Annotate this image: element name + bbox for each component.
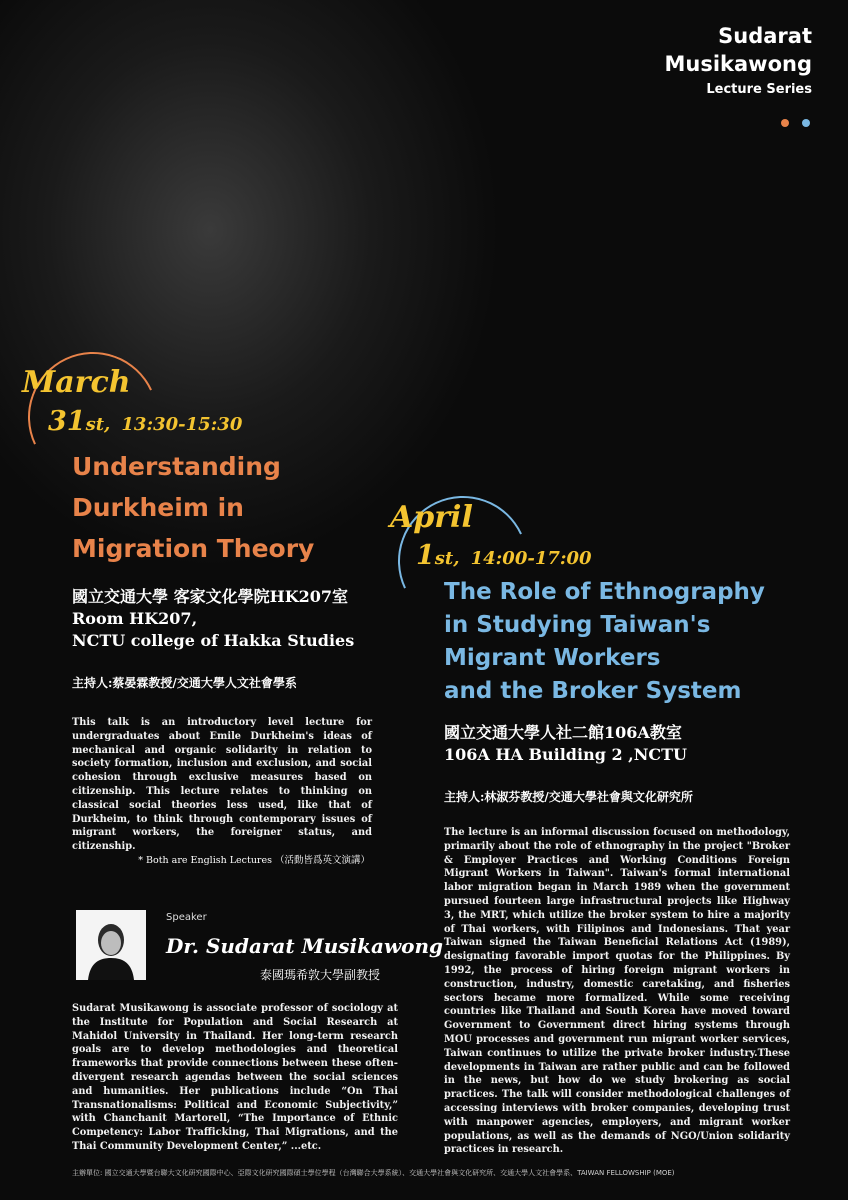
talk1-venue	[72, 586, 402, 652]
talk2-host: 主持人:林淑芬教授/交通大學社會與文化研究所	[444, 790, 693, 804]
talk1-abstract: This talk is an introductory level lecture for undergraduates about Emile Durkheim's ideas of mechanical and organic solidarity in relation to society formation, inclusion and exclusion, and social cohesion through exclusive measures based on citizenship. This lecture relates to thinking on classical social theories less used, like that of Durkheim, to think through contemporary issues of migrant workers, the foreigner status, and citizenship.	[72, 717, 372, 853]
talk1-title-line: Durkheim in	[72, 493, 244, 522]
talk2-time: 14:00-17:00	[470, 548, 592, 569]
talk1-date	[48, 406, 242, 437]
talk2-title-line: and the Broker System	[444, 678, 742, 704]
speaker-name: Dr. Sudarat Musikawong	[166, 934, 444, 958]
orange-dot-icon	[781, 119, 789, 127]
talk2-venue	[444, 722, 824, 766]
talk1-time: 13:30-15:30	[121, 414, 243, 435]
language-note: * Both are English Lectures （活動皆爲英文演講）	[138, 855, 370, 866]
talk2-title	[444, 576, 824, 708]
series-subtitle: Lecture Series	[706, 82, 812, 97]
talk2-title-line: Migrant Workers	[444, 645, 661, 671]
speaker-affiliation: 泰國瑪希敦大學副教授	[259, 968, 380, 982]
talk1-host: 主持人:蔡晏霖教授/交通大學人文社會學系	[72, 676, 297, 690]
talk2-month: April	[390, 500, 473, 535]
speaker-portrait-icon	[76, 910, 146, 980]
talk2-date	[416, 540, 592, 571]
talk1-day-suffix: st,	[85, 414, 111, 435]
talk2-day: 1	[416, 540, 435, 571]
talk1-title-line: Migration Theory	[72, 534, 315, 563]
talk2-title-line: The Role of Ethnography	[444, 579, 765, 605]
series-name-line1: Sudarat	[718, 24, 812, 48]
talk1-title-line: Understanding	[72, 452, 281, 481]
talk1-venue-zh: 國立交通大學 客家文化學院HK207室	[72, 587, 348, 606]
talk1-venue-en: Room HK207,	[72, 609, 198, 628]
talk2-title-line: in Studying Taiwan's	[444, 612, 711, 638]
series-name-line2: Musikawong	[664, 52, 812, 76]
series-title	[665, 22, 813, 97]
talk2-day-suffix: st,	[434, 548, 460, 569]
talk2-venue-en: 106A HA Building 2 ,NCTU	[444, 745, 687, 764]
speaker-label: Speaker	[166, 912, 207, 923]
speaker-avatar	[76, 910, 146, 980]
talk2-abstract: The lecture is an informal discussion focused on methodology, primarily about the role of ethnography in the project "Broker & Employer Practices and Working Conditions Foreign Migrant Workers in Taiwan". Taiwan's formal international labor migration began in March 1989 when the government pursued fourteen large infrastructural projects like Highway 3, the MRT, which utilize the broker system to hire a majority of Thai workers, with Filipinos and Indonesians. That year Taiwan signed the Taiwan Beneficial Relations Act (1989), designating favorable import quotas for the Philippines. By 1992, the process of hiring foreign migrant workers in construction, industry, domestic caretaking, and fisheries sectors became more formalized. While some receiving countries like Thailand and South Korea have moved toward Government to Government direct hiring systems through MOU processes and government run migrant worker services, Taiwan continues to utilize the private broker industry.These developments in Taiwan are rather public and can be followed in the news, but how do we study brokering as social practices. The talk will consider methodological challenges of accessing interviews with broker companies, developing trust with manpower agencies, employers, and migrant worker populations, as well as the demands of NGO/Union solidarity practices in research.	[444, 827, 790, 1156]
organizers-footer: 主辦單位: 國立交通大學暨台聯大文化研究國際中心、亞際文化研究國際碩士學位學程（台灣聯合大學系統）、交通大學社會與文化研究所、交通大學人文社會學系、TAIWAN FELLOWSHIP (MOE)	[72, 1169, 675, 1177]
talk1-title	[72, 446, 402, 569]
talk1-day: 31	[48, 406, 86, 437]
talk2-venue-zh: 國立交通大學人社二館106A教室	[444, 723, 682, 742]
talk1-venue-en: NCTU college of Hakka Studies	[72, 631, 355, 650]
talk1-month: March	[22, 365, 131, 400]
decorative-dots	[773, 112, 810, 131]
speaker-bio: Sudarat Musikawong is associate professor of sociology at the Institute for Population and Social Research at Mahidol University in Thailand. Her long-term research goals are to develop methodologies and theoretical frameworks that provide connections between these often-divergent research agendas between the social sciences and humanities. Her publications include “On Thai Transnationalisms: Political and Economic Subjectivity,” with Chanchanit Martorell, “The Importance of Ethnic Competency: Labor Trafficking, Thai Migrations, and the Thai Community Development Center,” ...etc.	[72, 1003, 398, 1152]
blue-dot-icon	[802, 119, 810, 127]
